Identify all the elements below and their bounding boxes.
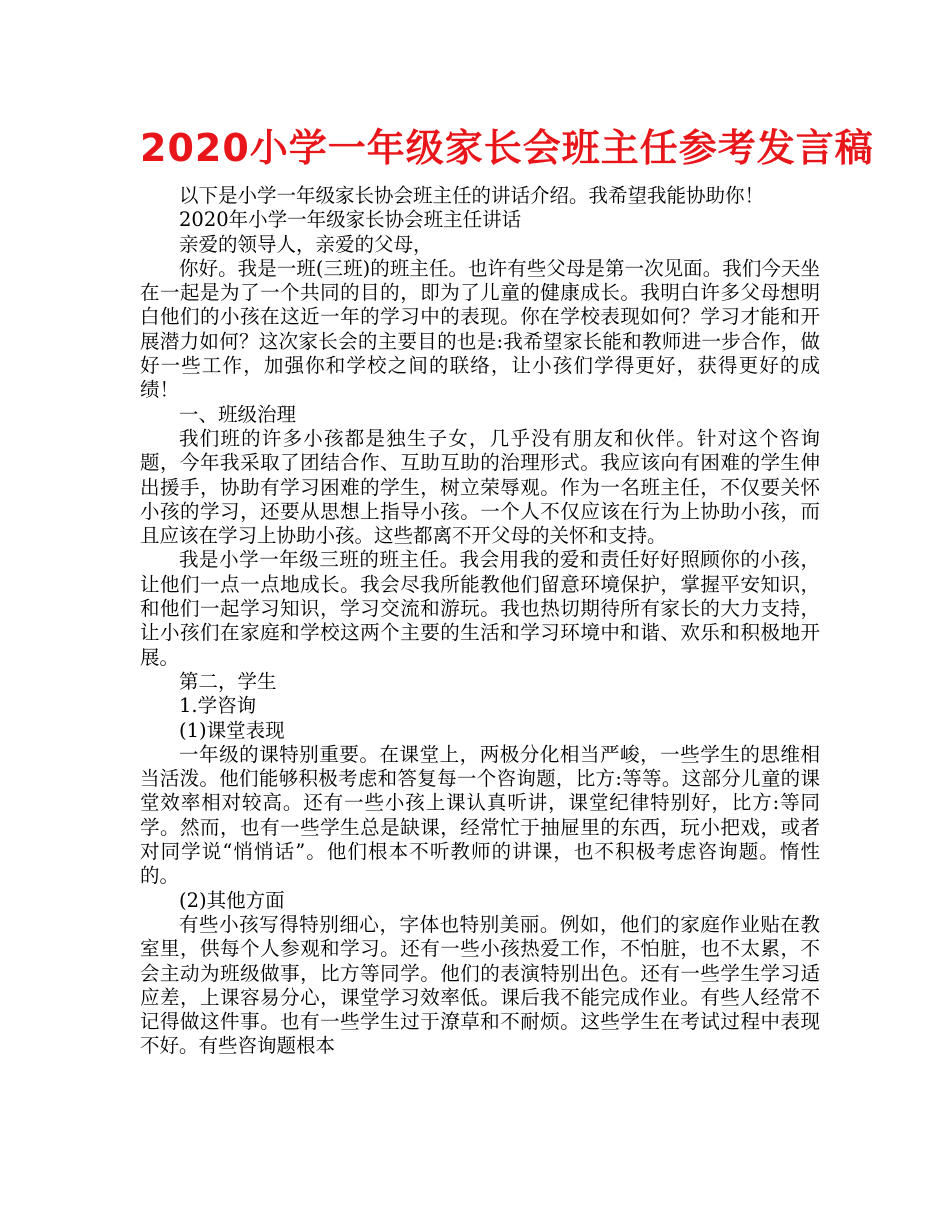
class-management-paragraph: 我们班的许多小孩都是独生子女，几乎没有朋友和伙伴。针对这个咨询题，今年我采取了团结合作、互助互助的治理形式。我应该向有困难的学生伸出援手，协助有学习困难的学生，树立荣辱观。作为一名班主任，不仅要关怀小孩的学习，还要从思想上指导小孩。一个人不仅应该在行为上协助小孩，而且应该在学习上协助小孩。这些都离不开父母的关怀和支持。 [140,426,820,548]
speech-heading: 2020年小学一年级家长协会班主任讲话 [179,208,522,232]
document-page [140,118,874,1059]
subsection-heading-other: (2)其他方面 [179,888,285,912]
section-heading-students: 第二，学生 [179,669,277,693]
classroom-performance-paragraph: 一年级的课特别重要。在课堂上，两极分化相当严峻，一些学生的思维相当活泼。他们能够积极考虑和答复每一个咨询题，比方:等等。这部分儿童的课堂效率相对较高。还有一些小孩上课认真听讲，课堂纪律特别好，比方:等同学。然而，也有一些学生总是缺课，经常忙于抽屉里的东西，玩小把戏，或者对同学说“悄悄话”。他们根本不听教师的讲课，也不积极考虑咨询题。惰性的。 [140,742,820,888]
subsection-heading-classroom: (1)课堂表现 [179,718,285,742]
teacher-commitment-paragraph: 我是小学一年级三班的班主任。我会用我的爱和责任好好照顾你的小孩，让他们一点一点地成长。我会尽我所能教他们留意环境保护，掌握平安知识，和他们一起学习知识，学习交流和游玩。我也热切期待所有家长的大力支持，让小孩们在家庭和学校这两个主要的生活和学习环境中和谐、欢乐和积极地开展。 [140,548,820,669]
subsection-heading-study: 1.学咨询 [179,694,257,718]
intro-paragraph: 以下是小学一年级家长协会班主任的讲话介绍。我希望我能协助你！ [179,184,765,207]
other-aspects-paragraph: 有些小孩写得特别细心，字体也特别美丽。例如，他们的家庭作业贴在教室里，供每个人参观和学习。还有一些小孩热爱工作，不怕脏，也不太累，不会主动为班级做事，比方等同学。他们的表演特别出色。还有一些学生学习适应差，上课容易分心，课堂学习效率低。课后我不能完成作业。有些人经常不记得做这件事。也有一些学生过于潦草和不耐烦。这些学生在考试过程中表现不好。有些咨询题根本 [140,912,820,1058]
document-title: 2020小学一年级家长会班主任参考发言稿 [140,126,874,170]
section-heading-class-management: 一、班级治理 [179,402,297,426]
salutation: 亲爱的领导人，亲爱的父母， [179,232,433,256]
opening-paragraph: 你好。我是一班(三班)的班主任。也许有些父母是第一次见面。我们今天坐在一起是为了一个共同的目的，即为了儿童的健康成长。我明白许多父母想明白他们的小孩在这近一年的学习中的表现。你在学校表现如何？学习才能和开展潜力如何？这次家长会的主要目的也是:我希望家长能和教师进一步合作，做好一些工作，加强你和学校之间的联络，让小孩们学得更好，获得更好的成绩！ [140,256,820,402]
